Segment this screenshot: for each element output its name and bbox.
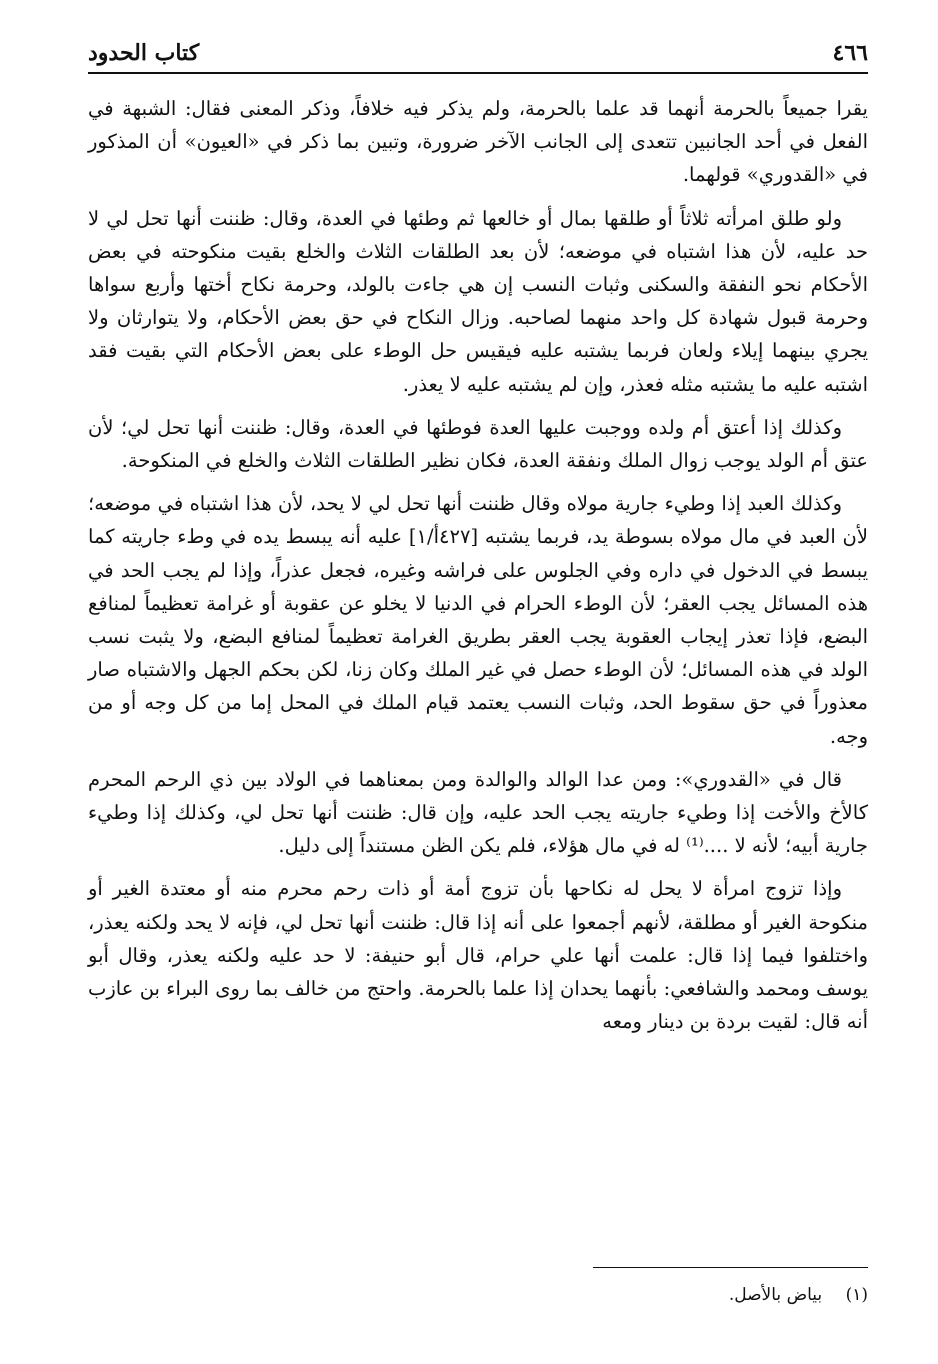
paragraph: وكذلك إذا أعتق أم ولده ووجبت عليها العدة فوطئها في العدة، وقال: ظننت أنها تحل لي؛ لأن عتق أم الولد يوجب زوال الملك ونفقة العدة، فكان نظير الطلقات الثلاث والخلع في المنكوحة. [88, 415, 868, 473]
footnote-number: (١) [845, 1285, 868, 1305]
running-title: كتاب الحدود [88, 40, 200, 66]
page-number: ٤٦٦ [832, 40, 868, 66]
paragraph: وإذا تزوج امرأة لا يحل له نكاحها بأن تزوج أمة أو ذات رحم محرم منه أو معتدة الغير أو منكوحة الغير أو مطلقة، لأنهم أجمعوا على أنه إذا قال: ظننت أنها تحل لي، فإنه لا يحد ولكنه يعذر، واختلفوا فيما إذا قال: علمت أنها علي حرام، قال أبو حنيفة: لا حد عليه ولكنه يعذر، وقال أبو يوسف ومحمد والشافعي: بأنهما يحدان إذا علما بالحرمة. واحتج من خالف بما روى البراء بن عازب أنه قال: لقيت بردة بن دينار ومعه [88, 877, 868, 1034]
footnote-divider [593, 1267, 868, 1268]
page-header [88, 30, 868, 74]
paragraph: ولو طلق امرأته ثلاثاً أو طلقها بمال أو خالعها ثم وطئها في العدة، وقال: ظننت أنها تحل لي لا حد عليه، لأن هذا اشتباه في موضعه؛ لأن بعد الطلقات الثلاث والخلع بقيت منكوحته في بعض الأحكام نحو النفقة والسكنى وثبات النسب إن هي جاءت بالولد، وحرمة نكاح أختها وأربع سواها وحرمة قبول شهادة كل واحد منهما لصاحبه. وزال النكاح في حق بعض الأحكام، ولا يتوارثان ولا يجري بينهما إيلاء ولعان فربما يشتبه عليه فيقيس حل الوطء على بعض الأحكام التي بقيت فقد اشتبه عليه ما يشتبه مثله فعذر، وإن لم يشتبه عليه لا يعذر. [88, 206, 868, 396]
document-page [88, 30, 868, 1330]
footnote [729, 1282, 868, 1308]
main-text [88, 92, 868, 1038]
paragraph: وكذلك العبد إذا وطيء جارية مولاه وقال ظننت أنها تحل لي لا يحد، لأن هذا اشتباه في موضعه؛ لأن العبد في مال مولاه بسوطة يد، فربما يشتبه [٤٢٧أ/١] عليه أنه يبسط يده في وطء جاريته كما يبسط في الدخول في داره وفي الجلوس على فراشه وغيره، فجعل عذراً، وإذا لم يجب الحد في هذه المسائل يجب العقر؛ لأن الوطء الحرام في الدنيا لا يخلو عن عقوبة أو غرامة تعظيماً لمنافع البضع، فإذا تعذر إيجاب العقوبة يجب العقر بطريق الغرامة تعظيماً لمنافع البضع، ولا يثبت نسب الولد في هذه المسائل؛ لأن الوطء حصل في غير الملك وكان زنا، لكن بحكم الجهل والاشتباه صار معذوراً في حق سقوط الحد، وثبات النسب يعتمد قيام الملك في المحل إما من كل وجه أو من وجه. [88, 492, 868, 748]
footnote-text: بياض بالأصل. [728, 1285, 823, 1305]
paragraph: قال في «القدوري»: ومن عدا الوالد والوالدة ومن بمعناهما في الولاد بين ذي الرحم المحرم كالأخ والأخت إذا وطيء جاريته يجب الحد عليه، وإن قال: ظننت أنها تحل لي، وكذلك إذا وطيء جارية أبيه؛ لأنه لا ....⁽¹⁾ له في مال هؤلاء، فلم يكن الظن مستنداً إلى دليل. [88, 767, 868, 858]
paragraph: يقرا جميعاً بالحرمة أنهما قد علما بالحرمة، ولم يذكر فيه خلافاً، وذكر المعنى فقال: الشبهة في الفعل في أحد الجانبين تتعدى إلى الجانب الآخر ضرورة، وتبين بما ذكر في «العيون» أن المذكور في «القدوري» قولهما. [88, 97, 868, 187]
